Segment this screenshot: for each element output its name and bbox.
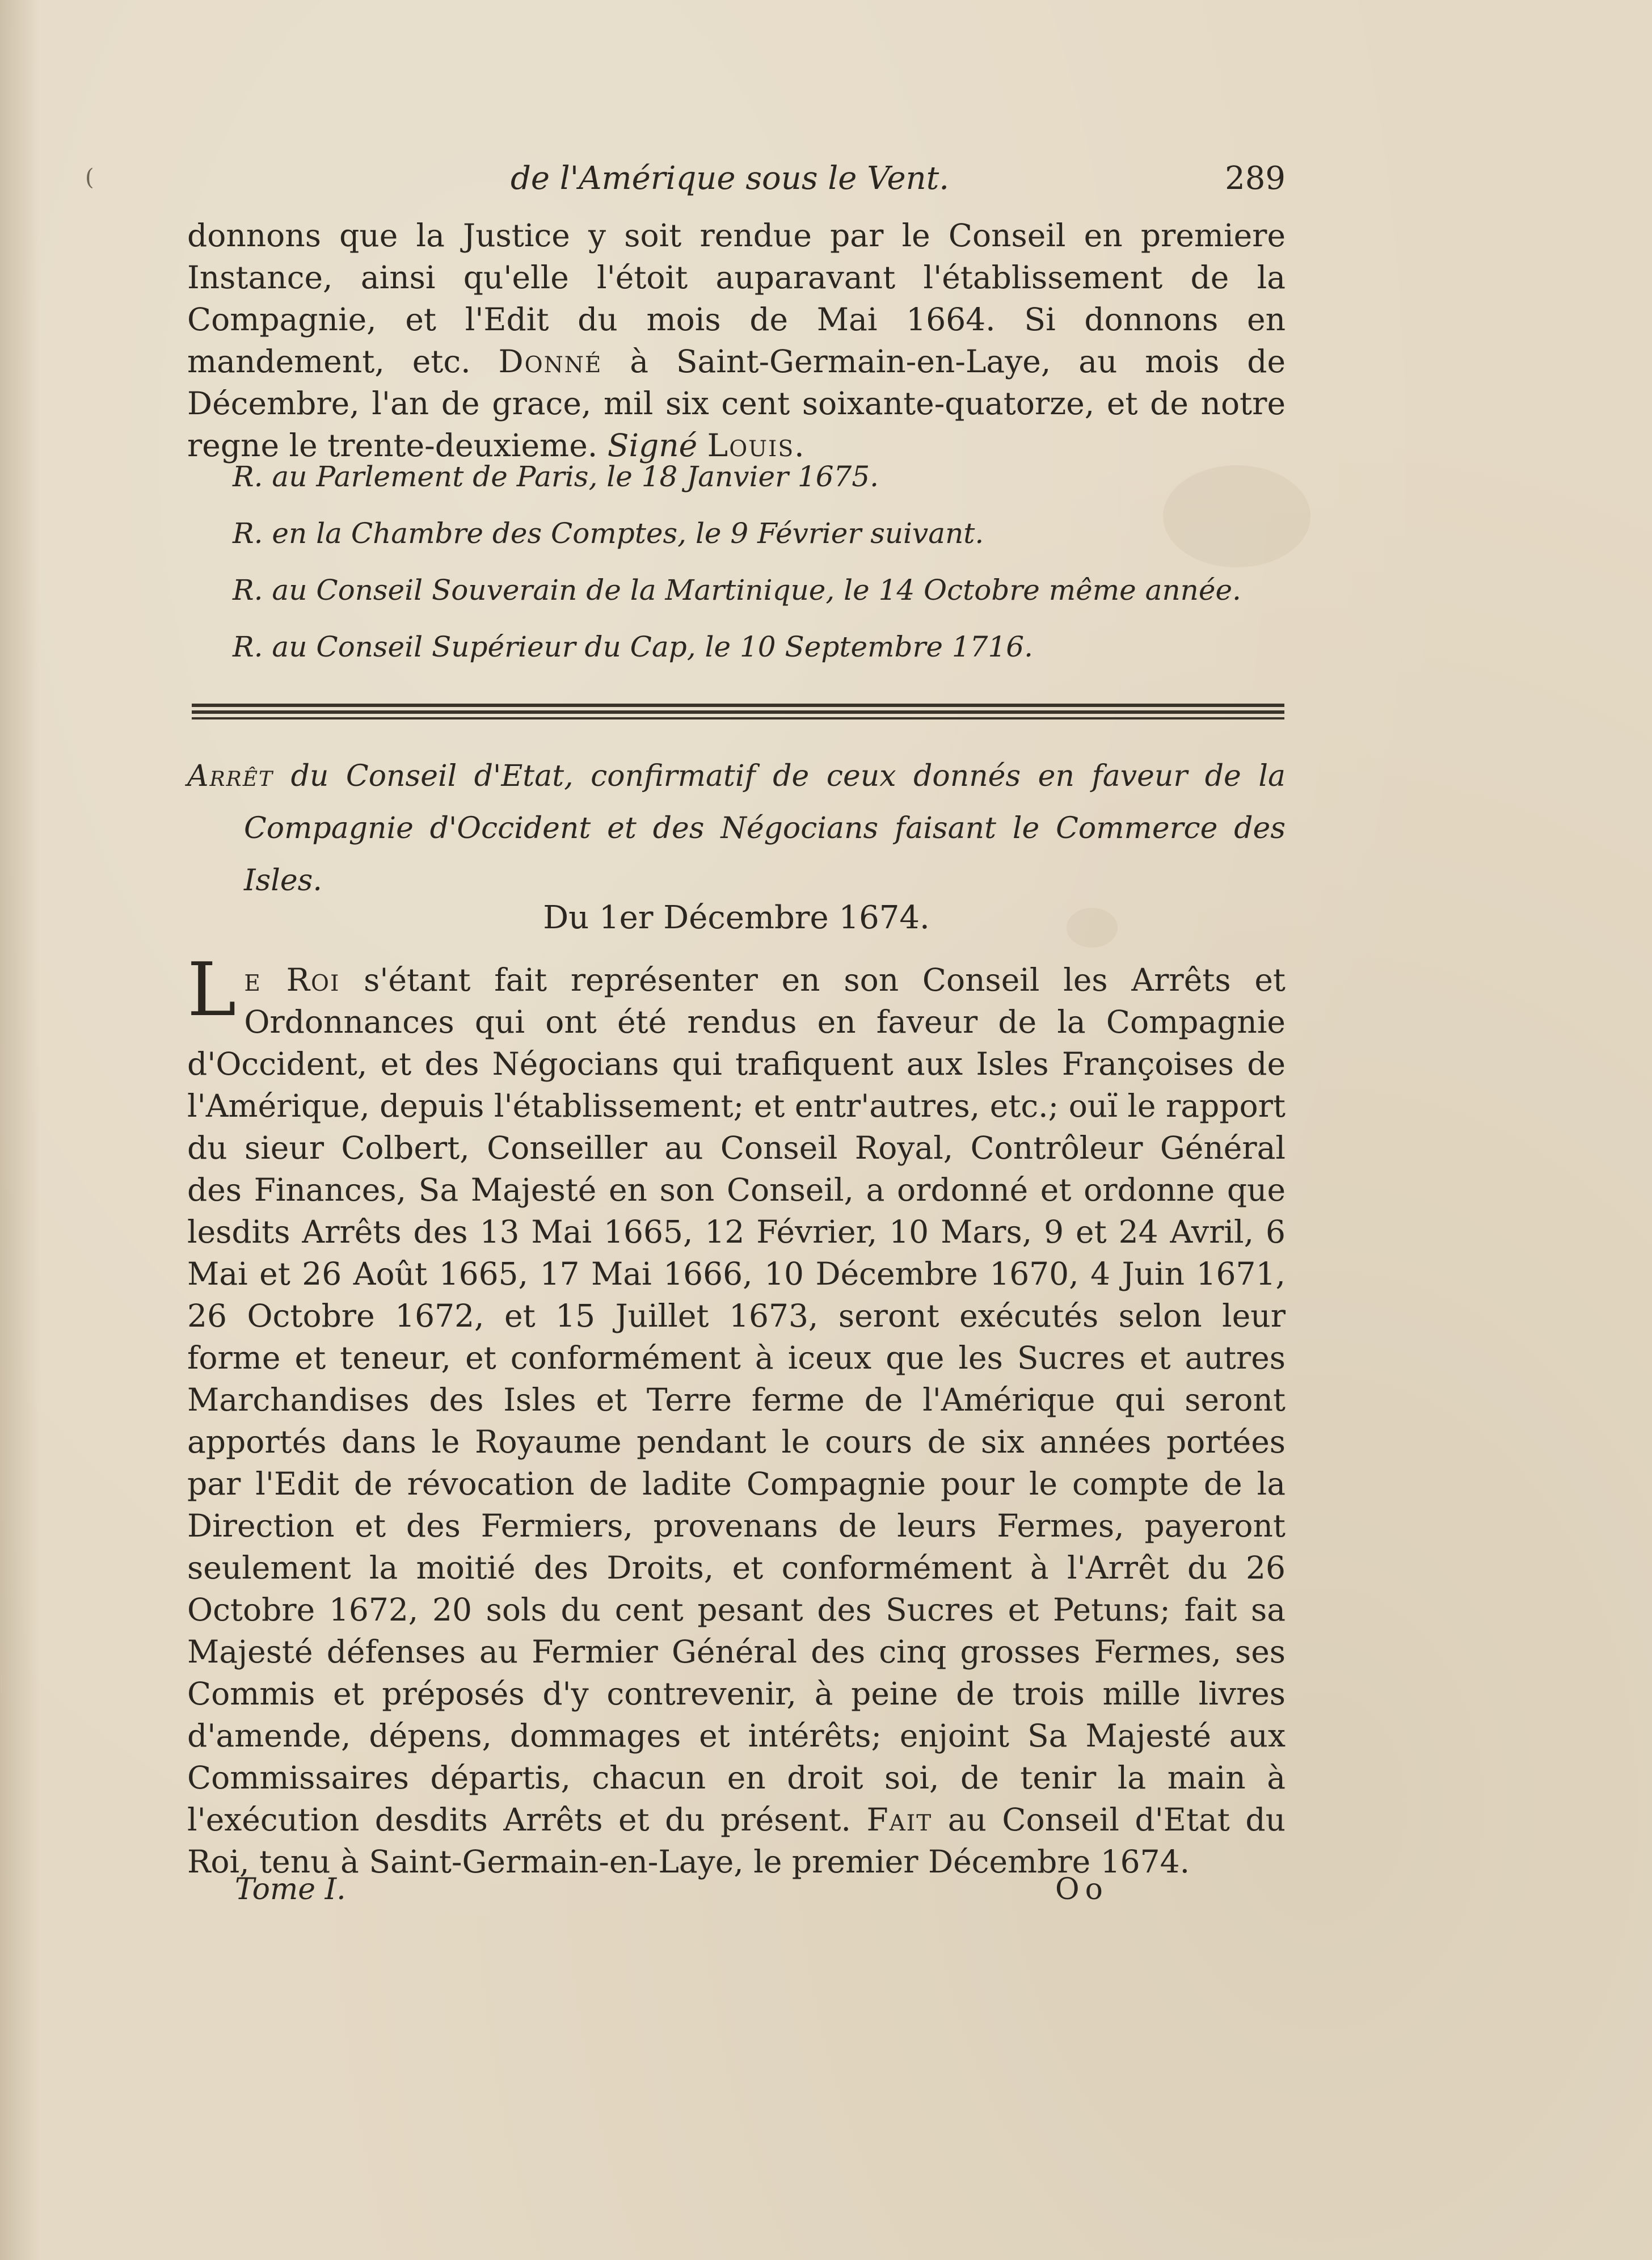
- signature-mark: Oo: [1055, 1872, 1109, 1907]
- registration-line: R. au Conseil Souverain de la Martinique, le 14 Octobre même année.: [233, 574, 1241, 607]
- arret-date: Du 1er Décembre 1674.: [543, 899, 930, 936]
- registration-list: [233, 448, 1310, 675]
- rule-line: [192, 710, 1284, 714]
- signe-word: Signé: [607, 427, 698, 464]
- fait-word: Fait: [866, 1802, 933, 1838]
- louis-signature: Louis.: [707, 427, 806, 464]
- arret-body-closing: au Conseil d'Etat du Roi, tenu à Saint-Germain-en-Laye, le premier Décembre 1674.: [187, 1802, 1286, 1880]
- section-divider-rule: [192, 704, 1284, 721]
- registration-line: R. en la Chambre des Comptes, le 9 Février suivant.: [233, 517, 984, 550]
- arret-word: Arrêt: [187, 759, 274, 793]
- arret-body-text: [187, 946, 1286, 1883]
- top-paragraph-text-before: donnons que la Justice y soit rendue par le Conseil en premiere Instance, ainsi qu'elle l'étoit auparavant l'établissement de la Compagnie, et l'Edit du mois de Mai 1664. Si donnons en mandement, etc.: [187, 217, 1286, 380]
- top-paragraph: [187, 214, 1286, 466]
- running-head: [187, 160, 1286, 205]
- tome-label: Tome I.: [235, 1872, 346, 1907]
- registration-line: R. au Conseil Supérieur du Cap, le 10 Septembre 1716.: [233, 630, 1033, 663]
- registration-line: R. au Parlement de Paris, le 18 Janvier 1675.: [233, 460, 879, 493]
- drop-cap: L: [187, 946, 237, 1033]
- le-roi-opening: e Roi: [244, 962, 340, 998]
- arret-heading-text: [187, 750, 1286, 907]
- margin-mark: (: [85, 165, 94, 191]
- rule-line: [192, 704, 1284, 707]
- page-footer: [187, 1872, 1286, 1918]
- arret-heading: [187, 750, 1286, 907]
- arret-heading-rest: du Conseil d'Etat, confirmatif de ceux donnés en faveur de la Compagnie d'Occident et des Négocians faisant le Commerce des Isles.: [244, 759, 1286, 898]
- running-head-title: de l'Amérique sous le Vent.: [511, 160, 950, 197]
- top-paragraph-text: [187, 214, 1286, 466]
- page-edge-shadow: [0, 0, 40, 2260]
- arret-body-main: s'étant fait représenter en son Conseil les Arrêts et Ordonnances qui ont été rendus en faveur de la Compagnie d'Occident, et des Négocians qui trafiquent aux Isles Françoises de l'Amérique, depuis l'établissement; et entr'autres, etc.; ouï le rapport du sieur Colbert, Conseiller au Conseil Royal, Contrôleur Général des Finances, Sa Majesté en son Conseil, a ordonné et ordonne que lesdits Arrêts des 13 Mai 1665, 12 Février, 10 Mars, 9 et 24 Avril, 6 Mai et 26 Août 1665, 17 Mai 1666, 10 Décembre 1670, 4 Juin 1671, 26 Octobre 1672, et 15 Juillet 1673, seront exécutés selon leur forme et teneur, et conformément à iceux que les Sucres et autres Marchandises des Isles et Terre ferme de l'Amérique qui seront apportés dans le Royaume pendant le cours de six années portées par l'Edit de révocation de ladite Compagnie pour le compte de la Direction et des Fermiers, provenans de leurs Fermes, payeront seulement la moitié des Droits, et conformément à l'Arrêt du 26 Octobre 1672, 20 sols du cent pesant des Sucres et Petuns; fait sa Majesté défenses au Fermier Général des cinq grosses Fermes, ses Commis et préposés d'y contrevenir, à peine de trois mille livres d'amende, dépens, dommages et intérêts; enjoint Sa Majesté aux Commissaires départis, chacun en droit soi, de tenir la main à l'exécution desdits Arrêts et du présent.: [187, 962, 1286, 1838]
- donne-word: Donné: [498, 343, 602, 380]
- arret-body: [187, 946, 1286, 1883]
- page-number: 289: [1225, 160, 1286, 197]
- rule-line: [192, 717, 1284, 719]
- top-paragraph-text-middle: à Saint-Germain-en-Laye, au mois de Décembre, l'an de grace, mil six cent soixante-quatorze, et de notre regne le trente-deuxieme.: [187, 343, 1286, 464]
